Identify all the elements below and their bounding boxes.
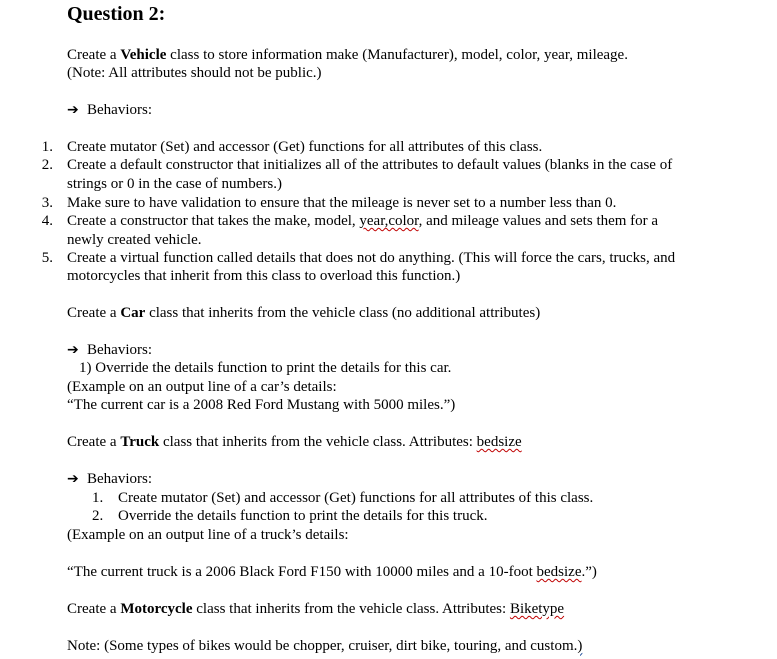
text-run: Create a constructor that takes the make, model,	[67, 213, 360, 229]
spellcheck-underlined-text: bedsize	[536, 564, 582, 580]
list-number: 2.	[41, 157, 53, 173]
car-example: “The current car is a 2008 Red Ford Mustang with 5000 miles.”)	[67, 397, 456, 413]
truck-behaviors-heading	[67, 470, 152, 488]
arrow-right-icon: ➔	[67, 342, 79, 358]
text-run: .”)	[581, 564, 597, 580]
spellcheck-underlined-text: Biketype	[509, 601, 565, 617]
text-run: Note: (Some types of bikes would be chopper, cruiser, dirt bike, touring, and custom.	[67, 638, 578, 654]
text-run: “The current truck is a 2006 Black Ford F150 with 10000 miles and a 10-foot	[67, 564, 537, 580]
list-number: 5.	[41, 250, 53, 266]
list-item-text: motorcycles that inherit from this class to overload this function.)	[67, 268, 461, 284]
spellcheck-underlined-text: year,color	[359, 213, 419, 229]
car-example-label: (Example on an output line of a car’s details:	[67, 379, 337, 395]
truck-intro	[67, 433, 522, 451]
truck-example-label: (Example on an output line of a truck’s details:	[67, 527, 349, 543]
list-item-text	[67, 212, 658, 230]
list-number: 3.	[41, 195, 53, 211]
list-item-text: newly created vehicle.	[67, 232, 202, 248]
behaviors-label: Behaviors:	[87, 342, 152, 358]
grammar-underlined-text: )	[577, 638, 583, 654]
vehicle-intro	[67, 46, 628, 64]
truck-class-name: Truck	[120, 434, 160, 450]
text-run: class that inherits from the vehicle class (no additional attributes)	[145, 305, 541, 321]
vehicle-note: (Note: All attributes should not be public.)	[67, 65, 322, 81]
car-class-name: Car	[120, 305, 146, 321]
text-run: class that inherits from the vehicle class. Attributes:	[192, 601, 510, 617]
vehicle-class-name: Vehicle	[120, 47, 167, 63]
arrow-right-icon: ➔	[67, 102, 79, 118]
motorcycle-class-name: Motorcycle	[120, 601, 193, 617]
list-item-text: Create a default constructor that initializes all of the attributes to default values (blanks in the case of	[67, 157, 673, 173]
motorcycle-intro	[67, 600, 564, 618]
car-intro	[67, 304, 540, 322]
list-item-text: Create mutator (Set) and accessor (Get) functions for all attributes of this class.	[118, 490, 594, 506]
list-number: 2.	[92, 508, 104, 524]
behaviors-label: Behaviors:	[87, 102, 152, 118]
list-item-text: Create mutator (Set) and accessor (Get) functions for all attributes of this class.	[67, 139, 543, 155]
text-run: class that inherits from the vehicle class. Attributes:	[159, 434, 477, 450]
text-run: , and mileage values and sets them for a	[418, 213, 659, 229]
text-run: Create a	[67, 601, 121, 617]
arrow-right-icon: ➔	[67, 471, 79, 487]
list-item-text: strings or 0 in the case of numbers.)	[67, 176, 282, 192]
bike-types-note	[67, 637, 582, 655]
vehicle-intro-post: class to store information make (Manufacturer), model, color, year, mileage.	[166, 47, 628, 63]
list-item-text: Make sure to have validation to ensure that the mileage is never set to a number less than 0.	[67, 195, 617, 211]
car-behavior-item: 1) Override the details function to print the details for this car.	[79, 360, 452, 376]
vehicle-intro-pre: Create a	[67, 47, 121, 63]
list-number: 1.	[92, 490, 104, 506]
list-number: 1.	[41, 139, 53, 155]
list-item-text: Create a virtual function called details that does not do anything. (This will force the cars, trucks, and	[67, 250, 676, 266]
truck-example	[67, 563, 597, 581]
list-item-text: Override the details function to print the details for this truck.	[118, 508, 488, 524]
spellcheck-underlined-text: bedsize	[476, 434, 522, 450]
car-behaviors-heading	[67, 341, 152, 359]
vehicle-behaviors-heading	[67, 101, 152, 119]
behaviors-label: Behaviors:	[87, 471, 152, 487]
text-run: Create a	[67, 434, 121, 450]
page-title: Question 2:	[67, 3, 166, 25]
text-run: Create a	[67, 305, 121, 321]
list-number: 4.	[41, 213, 53, 229]
